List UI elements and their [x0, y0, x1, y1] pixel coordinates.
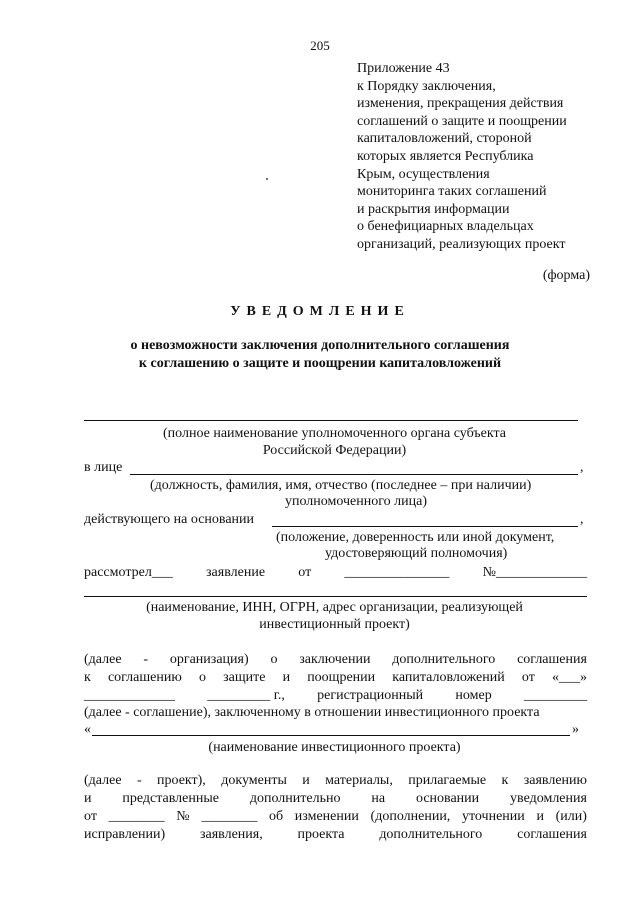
annex-line: Крым, осуществления: [357, 166, 490, 182]
p2-line-3: [84, 809, 587, 825]
word: (далее: [84, 773, 122, 788]
word: (или): [555, 809, 587, 824]
word: поощрении: [307, 670, 376, 685]
word: проекта: [297, 827, 345, 842]
word: материалы,: [325, 773, 393, 788]
word: заявление: [206, 565, 266, 580]
word: (дополнении,: [370, 809, 451, 824]
annex-line: Приложение 43: [357, 61, 450, 76]
word: капиталовложений: [392, 670, 505, 685]
project-fill-line: [92, 735, 570, 736]
word: _______________: [344, 565, 450, 580]
annex-line: о бенефициарных владельцах: [357, 219, 534, 235]
word: соглашения: [517, 652, 587, 667]
word: №: [176, 809, 190, 824]
hint-authority-2: Российской Федерации): [262, 443, 407, 458]
word: прилагаемые: [408, 773, 487, 788]
p1-line-4: (далее - соглашение), заключенному в отношении инвестиционного проекта: [84, 705, 540, 720]
word: к: [501, 773, 509, 788]
p1-line-2: [84, 670, 587, 686]
p2-line-2: [84, 791, 587, 807]
annex-line: к Порядку заключения,: [357, 78, 496, 94]
word: и: [536, 809, 544, 824]
p1-line-1: [84, 652, 587, 668]
annex-line: организаций, реализующих проект: [357, 236, 566, 252]
word: от: [298, 565, 312, 580]
hint-authority-1: (полное наименование уполномоченного органа субъекта: [163, 426, 506, 441]
word: защите: [223, 670, 266, 685]
word: «___»: [551, 670, 587, 685]
org-fill-line: [84, 596, 587, 597]
hint-basis-1: (положение, доверенность или иной документ,: [276, 530, 555, 545]
p2-line-1: [84, 773, 587, 789]
word: заключении: [299, 652, 371, 667]
word: рассмотрел___: [84, 565, 173, 580]
annex-line: и раскрытия информации: [357, 201, 510, 217]
reviewed-line: [84, 565, 587, 581]
word: соглашения: [517, 827, 587, 842]
word: -: [143, 652, 149, 667]
word: дополнительного: [379, 827, 483, 842]
word: на: [371, 791, 386, 806]
word: основании: [415, 791, 480, 806]
form-label: (форма): [542, 268, 590, 283]
comma-2: ,: [580, 512, 584, 527]
document-title: УВЕДОМЛЕНИЕ: [230, 304, 410, 319]
subtitle-line-2: к соглашению о защите и поощрении капиталовложений: [138, 356, 502, 371]
scan-speck: [266, 178, 268, 180]
word: проект),: [157, 773, 206, 788]
person-fill-line: [130, 474, 578, 475]
hint-project: (наименование инвестиционного проекта): [208, 740, 461, 755]
word: к: [84, 670, 91, 685]
annex-line: мониторинга таких соглашений: [357, 184, 547, 200]
acting-basis-label: действующего на основании: [84, 512, 255, 527]
word: уведомления: [510, 791, 587, 806]
word: документы: [221, 773, 287, 788]
in-person-label: в лице: [84, 460, 123, 475]
word: изменении: [294, 809, 359, 824]
hint-person-1: (должность, фамилия, имя, отчество (последнее – при наличии): [150, 478, 532, 493]
word: о: [198, 670, 206, 685]
word: и: [302, 773, 310, 788]
word: исправлении): [84, 827, 166, 842]
word: представленные: [122, 791, 219, 806]
word: №_____________: [482, 565, 587, 580]
word: заявления,: [199, 827, 263, 842]
word: ________: [108, 809, 165, 824]
word: и: [282, 670, 291, 685]
word: _____________: [84, 688, 175, 703]
word: уточнении: [461, 809, 525, 824]
p2-line-4: [84, 827, 587, 843]
page-number: 205: [310, 38, 330, 53]
word: о: [270, 652, 278, 667]
comma-1: ,: [580, 460, 584, 475]
p1-line-3: [84, 688, 587, 704]
hint-org-1: (наименование, ИНН, ОГРН, адрес организации, реализующей: [146, 600, 523, 615]
quote-open: «: [84, 722, 91, 737]
word: _________ г.,: [207, 688, 285, 703]
word: (далее: [84, 652, 122, 667]
word: -: [136, 773, 142, 788]
word: и: [84, 791, 92, 806]
authority-fill-line: [84, 420, 578, 421]
hint-person-2: уполномоченного лица): [285, 494, 427, 509]
word: от: [521, 670, 535, 685]
word: дополнительно: [249, 791, 341, 806]
word: заявлению: [523, 773, 587, 788]
word: соглашению: [107, 670, 182, 685]
word: ________: [201, 809, 258, 824]
hint-basis-2: удостоверяющий полномочия): [325, 546, 508, 561]
annex-line: соглашений о защите и поощрении: [357, 113, 567, 129]
annex-line: которых является Республика: [357, 148, 534, 164]
word: _________: [523, 688, 587, 703]
annex-block: [357, 60, 617, 254]
hint-org-2: инвестиционный проект): [259, 617, 410, 632]
word: регистрационный: [317, 688, 424, 703]
annex-line: капиталовложений, стороной: [357, 131, 532, 147]
word: об: [268, 809, 284, 824]
quote-close: »: [572, 722, 579, 737]
subtitle-line-1: о невозможности заключения дополнительного соглашения: [130, 338, 510, 353]
word: номер: [455, 688, 492, 703]
word: дополнительного: [392, 652, 496, 667]
word: организация): [169, 652, 249, 667]
annex-line: изменения, прекращения действия: [357, 96, 564, 112]
word: от: [84, 809, 97, 824]
basis-fill-line: [272, 526, 578, 527]
